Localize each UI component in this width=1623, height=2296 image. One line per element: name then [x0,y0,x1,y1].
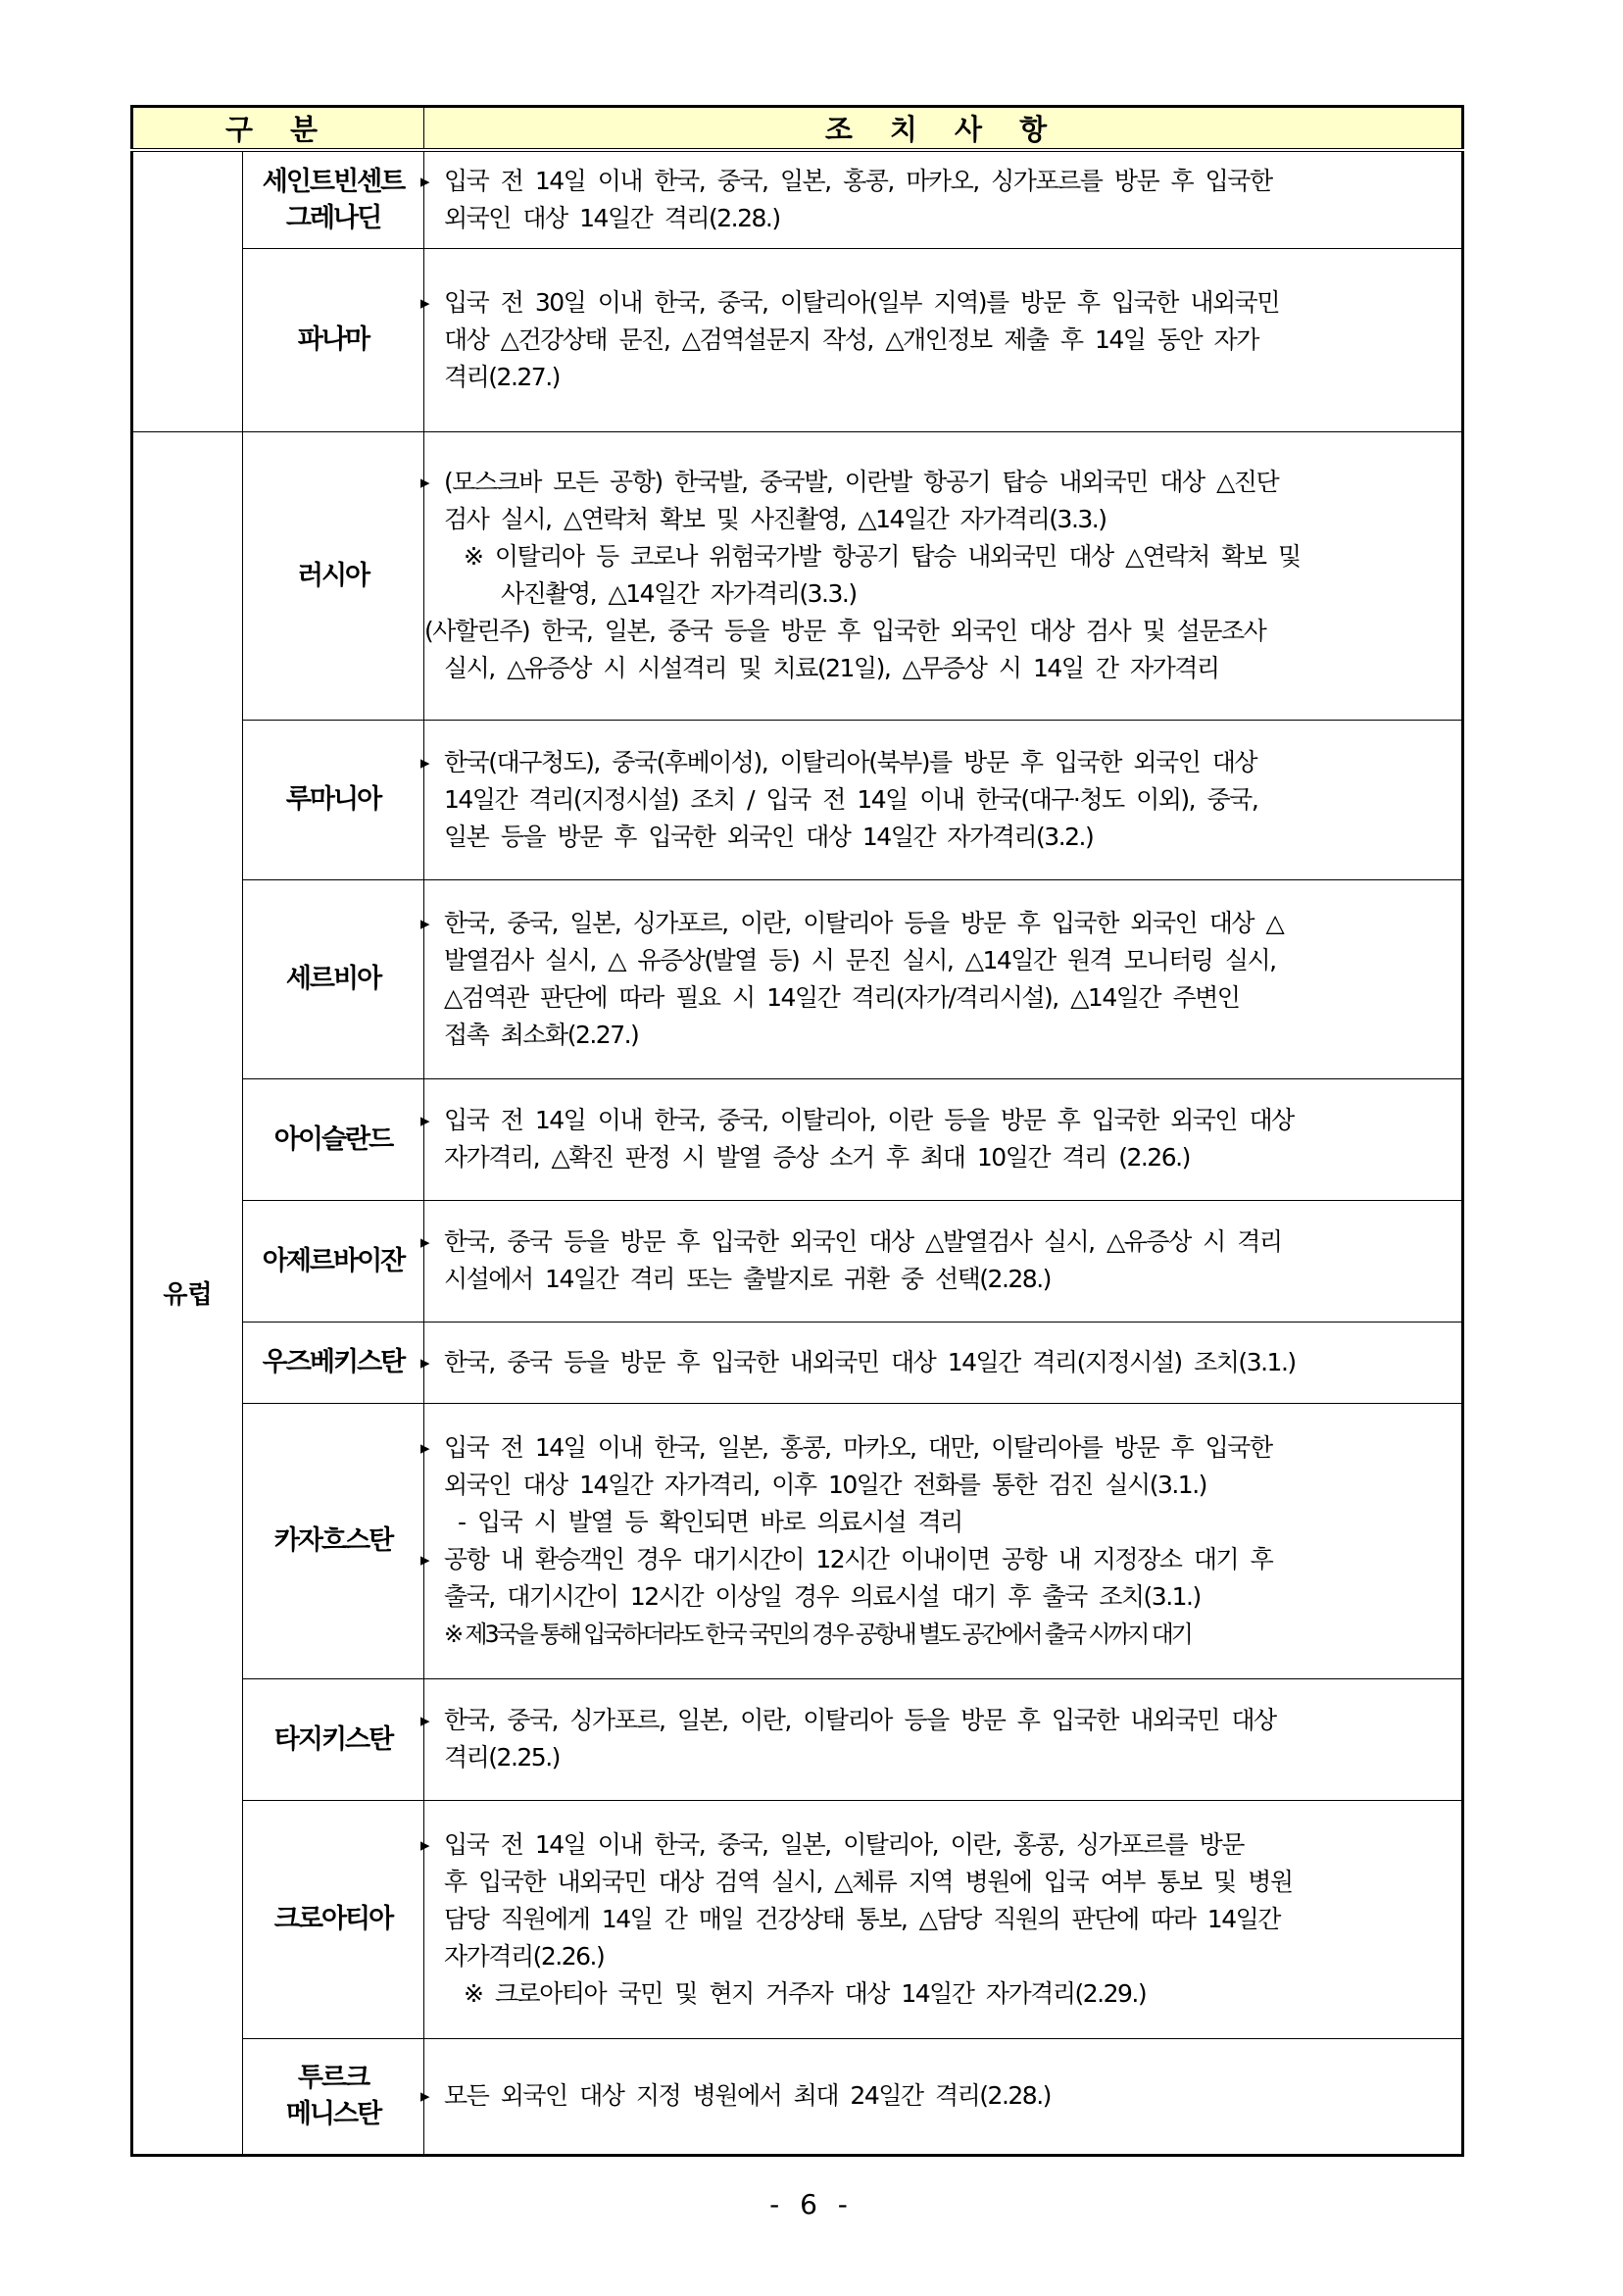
measures-cell [424,1200,1463,1322]
measures-cell [424,1403,1463,1678]
country-cell [243,879,424,1078]
measure-line: 외국인 대상 14일간 자가격리, 이후 10일간 전화를 통한 검진 실시(3.1.) [444,1470,1206,1499]
measures-table [130,105,1464,2157]
country-cell [243,1678,424,1800]
measure-bullet-line: ▸ 입국 전 30일 이내 한국, 중국, 이탈리아(일부 지역)를 방문 후 입국한 내외국민 [424,284,1461,322]
table-row [132,248,1463,431]
country-cell [243,150,424,248]
measures-cell [424,1078,1463,1200]
table-header-row [132,107,1463,151]
measure-bullet-line: ▸ 공항 내 환승객인 경우 대기시간이 12시간 이내이면 공항 내 지정장소 대기 후 [424,1541,1461,1578]
measure-line: ※ 제3국을 통해 입국하더라도 한국 국민의 경우 공항내 별도 공간에서 출국 시까지 대기 [444,1620,1191,1648]
table-row [132,1403,1463,1678]
table-row [132,431,1463,720]
table-row [132,879,1463,1078]
measure-line: 대상 △건강상태 문진, △검역설문지 작성, △개인정보 제출 후 14일 동안 자가 [444,324,1258,354]
country-cell [243,1078,424,1200]
table-row [132,1078,1463,1200]
measures-cell [424,1800,1463,2038]
country-name: 카자흐스탄 [273,1525,393,1556]
country-cell [243,248,424,431]
country-cell [243,720,424,879]
region-cell [132,150,243,431]
measure-line: 외국인 대상 14일간 격리(2.28.) [444,203,780,232]
measure-bullet-line: ▸ 입국 전 14일 이내 한국, 중국, 일본, 홍콩, 마카오, 싱가포르를 방문 후 입국한 [424,163,1461,200]
table-row [132,150,1463,248]
measure-line: 일본 등을 방문 후 입국한 외국인 대상 14일간 자가격리(3.2.) [444,822,1094,851]
measure-line: 검사 실시, △연락처 확보 및 사진촬영, △14일간 자가격리(3.3.) [444,505,1107,533]
page-number: - 6 - [769,2188,854,2221]
country-name: 메니스탄 [285,2099,381,2129]
country-cell [243,1403,424,1678]
measures-cell [424,1322,1463,1403]
country-cell [243,1800,424,2038]
country-cell [243,2038,424,2155]
measure-bullet-line: ▸ 모든 외국인 대상 지정 병원에서 최대 24일간 격리(2.28.) [424,2077,1461,2115]
measure-line: ※ 크로아티아 국민 및 현지 거주자 대상 14일간 자가격리(2.29.) [464,1978,1147,2008]
country-name: 루마니아 [285,784,381,815]
country-name: 크로아티아 [273,1904,393,1934]
measure-line: 14일간 격리(지정시설) 조치 / 입국 전 14일 이내 한국(대구·청도 이외), 중국, [444,784,1258,814]
measure-line: 실시, △유증상 시 시설격리 및 치료(21일), △무증상 시 14일 간 자가격리 [444,654,1219,682]
measures-cell [424,2038,1463,2155]
measure-bullet-line: ▸ 한국, 중국, 싱가포르, 일본, 이란, 이탈리아 등을 방문 후 입국한 내외국민 대상 [424,1702,1461,1739]
country-name: 세인트빈센트 [262,166,405,197]
measure-line: 출국, 대기시간이 12시간 이상일 경우 의료시설 대기 후 출국 조치(3.1.) [444,1581,1201,1611]
measure-line: △검역관 판단에 따라 필요 시 14일간 격리(자가/격리시설), △14일간 주변인 [444,982,1240,1012]
country-cell [243,431,424,720]
table-row [132,1322,1463,1403]
measure-line: 발열검사 실시, △ 유증상(발열 등) 시 문진 실시, △14일간 원격 모니터링 실시, [444,945,1276,974]
measures-cell [424,720,1463,879]
measure-bullet-line: ▸ 입국 전 14일 이내 한국, 중국, 일본, 이탈리아, 이란, 홍콩, 싱가포르를 방문 [424,1826,1461,1864]
table-row [132,1678,1463,1800]
measures-cell [424,248,1463,431]
country-name: 아제르바이잔 [262,1245,405,1276]
country-name: 투르크 [297,2063,369,2093]
measure-line: ※ 이탈리아 등 코로나 위험국가발 항공기 탑승 내외국민 대상 △연락처 확보 및 [464,542,1301,571]
measure-line: 자가격리(2.26.) [444,1941,605,1971]
measure-bullet-line: ▸ 입국 전 14일 이내 한국, 중국, 이탈리아, 이란 등을 방문 후 입국한 외국인 대상 [424,1102,1461,1139]
measure-line: 자가격리, △확진 판정 시 발열 증상 소거 후 최대 10일간 격리 (2.26.) [444,1143,1190,1172]
table-row [132,1800,1463,2038]
country-cell [243,1200,424,1322]
table-row [132,2038,1463,2155]
measure-bullet-line: ▸ 한국, 중국 등을 방문 후 입국한 외국인 대상 △발열검사 실시, △유증상 시 격리 [424,1223,1461,1261]
country-name: 세르비아 [285,964,381,994]
country-name: 파나마 [297,324,369,355]
measure-line: 격리(2.27.) [444,362,560,391]
country-name: 그레나딘 [285,202,381,233]
measure-line: 접촉 최소화(2.27.) [444,1020,639,1049]
header-measures: 조 치 사 항 [424,107,1463,151]
region-cell [132,431,243,2155]
header-category: 구 분 [132,107,424,151]
measure-line: 담당 직원에게 14일 간 매일 건강상태 통보, △담당 직원의 판단에 따라 14일간 [444,1904,1280,1933]
measures-cell [424,150,1463,248]
measure-line: 후 입국한 내외국민 대상 검역 실시, △체류 지역 병원에 입국 여부 통보 및 병원 [444,1867,1293,1896]
country-name: 우즈베키스탄 [262,1347,405,1377]
region-label: 유럽 [163,1280,213,1310]
measure-line: 사진촬영, △14일간 자가격리(3.3.) [501,579,857,608]
measure-bullet-line: ▸ (모스크바 모든 공항) 한국발, 중국발, 이란발 항공기 탑승 내외국민 대상 △진단 [424,464,1461,501]
country-name: 러시아 [297,560,369,591]
measure-line: 격리(2.25.) [444,1743,560,1772]
measure-line: (사할린주) 한국, 일본, 중국 등을 방문 후 입국한 외국인 대상 검사 및 설문조사 [424,617,1266,645]
measure-line: 시설에서 14일간 격리 또는 출발지로 귀환 중 선택(2.28.) [444,1265,1051,1293]
measure-bullet-line: ▸ 한국, 중국, 일본, 싱가포르, 이란, 이탈리아 등을 방문 후 입국한 외국인 대상 △ [424,905,1461,942]
measures-cell [424,879,1463,1078]
measure-line: - 입국 시 발열 등 확인되면 바로 의료시설 격리 [458,1507,962,1536]
table-row [132,1200,1463,1322]
country-cell [243,1322,424,1403]
table-row [132,720,1463,879]
measure-bullet-line: ▸ 한국(대구청도), 중국(후베이성), 이탈리아(북부)를 방문 후 입국한 외국인 대상 [424,744,1461,781]
measures-cell [424,431,1463,720]
measures-cell [424,1678,1463,1800]
measure-bullet-line: ▸ 한국, 중국 등을 방문 후 입국한 내외국민 대상 14일간 격리(지정시설) 조치(3.1.) [424,1344,1461,1381]
country-name: 타지키스탄 [273,1723,393,1755]
measure-bullet-line: ▸ 입국 전 14일 이내 한국, 일본, 홍콩, 마카오, 대만, 이탈리아를 방문 후 입국한 [424,1429,1461,1467]
country-name: 아이슬란드 [273,1123,393,1155]
